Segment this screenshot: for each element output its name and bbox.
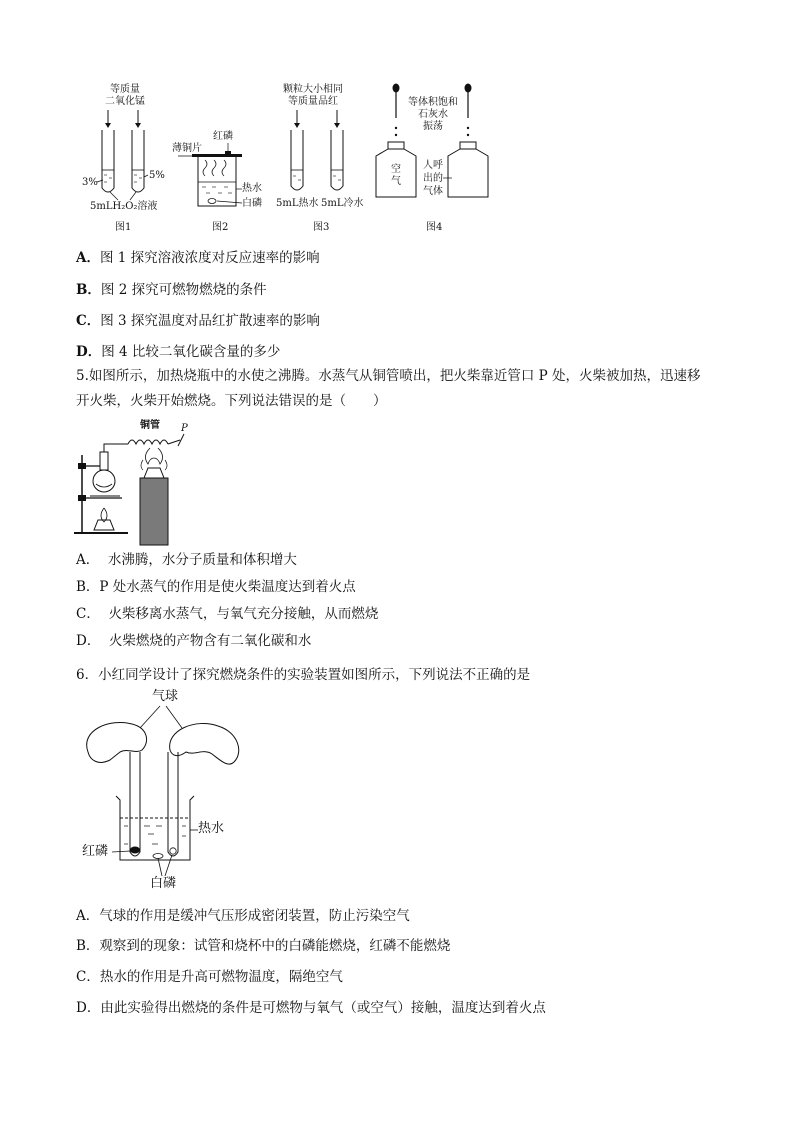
fig4-top-label-1: 等体积饱和 xyxy=(408,97,458,108)
q5-fig-p-label: P xyxy=(181,423,188,434)
fig2-caption: 图2 xyxy=(212,222,229,233)
fig4-right-label-1: 人呼 xyxy=(423,160,443,171)
fig4-right-label-2: 出的 xyxy=(423,173,443,184)
q5-option-b: B．P 处水蒸气的作用是使火柴温度达到着火点 xyxy=(76,579,356,595)
fig3-left-label: 5mL热水 xyxy=(276,198,319,209)
q6-fig-balloon-label: 气球 xyxy=(152,689,179,704)
fig2-white-p-label: 白磷 xyxy=(242,198,262,209)
q5-fig-copper-label: 铜管 xyxy=(140,420,160,431)
fig4-left-bottle-2: 气 xyxy=(391,176,401,187)
q6-option-c: C．热水的作用是升高可燃物温度，隔绝空气 xyxy=(76,969,343,985)
q5-stem-line-2: 开火柴，火柴开始燃烧。下列说法错误的是（ ） xyxy=(76,393,387,409)
fig1-top-label-1: 等质量 xyxy=(110,84,140,95)
fig3-top-label-2: 等质量品红 xyxy=(288,96,338,107)
fig1-bottom-label: 5mLH₂O₂溶液 xyxy=(90,201,158,212)
q5-option-d: D． 火柴燃烧的产物含有二氧化碳和水 xyxy=(76,633,312,649)
q4-option-d: D．图 4 比较二氧化碳含量的多少 xyxy=(76,344,281,360)
q6-option-b: B．观察到的现象：试管和烧杯中的白磷能燃烧，红磷不能燃烧 xyxy=(76,938,451,954)
fig3-right-label: 5mL冷水 xyxy=(321,198,364,209)
fig4-right-label-3: 气体 xyxy=(423,186,443,197)
fig1-right-pct: 5% xyxy=(149,170,165,181)
fig4-left-bottle-1: 空 xyxy=(391,164,401,175)
fig4-top-label-2: 石灰水 xyxy=(418,109,448,120)
q4-option-b: B．图 2 探究可燃物燃烧的条件 xyxy=(76,282,267,298)
fig2-copper-label: 薄铜片 xyxy=(172,143,202,154)
q6-fig-hot-water-label: 热水 xyxy=(198,821,225,836)
fig2-red-p-label: 红磷 xyxy=(213,131,233,142)
q5-stem-line-1: 5.如图所示，加热烧瓶中的水使之沸腾。水蒸气从铜管喷出，把火柴靠近管口 P 处，火柴被加热，迅速移 xyxy=(76,368,701,384)
fig4-caption: 图4 xyxy=(426,222,443,233)
q6-stem: 6．小红同学设计了探究燃烧条件的实验装置如图所示，下列说法不正确的是 xyxy=(76,667,531,683)
fig2-hot-water-label: 热水 xyxy=(242,183,262,194)
q4-option-a: A．图 1 探究溶液浓度对反应速率的影响 xyxy=(76,250,320,266)
fig1-top-label-2: 二氧化锰 xyxy=(105,96,145,107)
fig3-caption: 图3 xyxy=(313,222,330,233)
q5-option-a: A． 水沸腾，水分子质量和体积增大 xyxy=(76,552,297,568)
q6-option-a: A．气球的作用是缓冲气压形成密闭装置，防止污染空气 xyxy=(76,908,410,924)
q6-option-d: D．由此实验得出燃烧的条件是可燃物与氧气（或空气）接触，温度达到着火点 xyxy=(76,1000,546,1016)
q6-fig-white-p-label: 白磷 xyxy=(150,876,177,891)
fig1-left-pct: 3% xyxy=(82,177,98,188)
q4-option-c: C．图 3 探究温度对品红扩散速率的影响 xyxy=(76,313,320,329)
q5-option-c: C． 火柴移离水蒸气，与氧气充分接触，从而燃烧 xyxy=(76,606,379,622)
fig1-caption: 图1 xyxy=(115,222,132,233)
fig3-top-label-1: 颗粒大小相同 xyxy=(283,84,343,95)
q6-fig-red-p-label: 红磷 xyxy=(82,844,109,859)
fig4-top-label-3: 振荡 xyxy=(423,121,443,132)
